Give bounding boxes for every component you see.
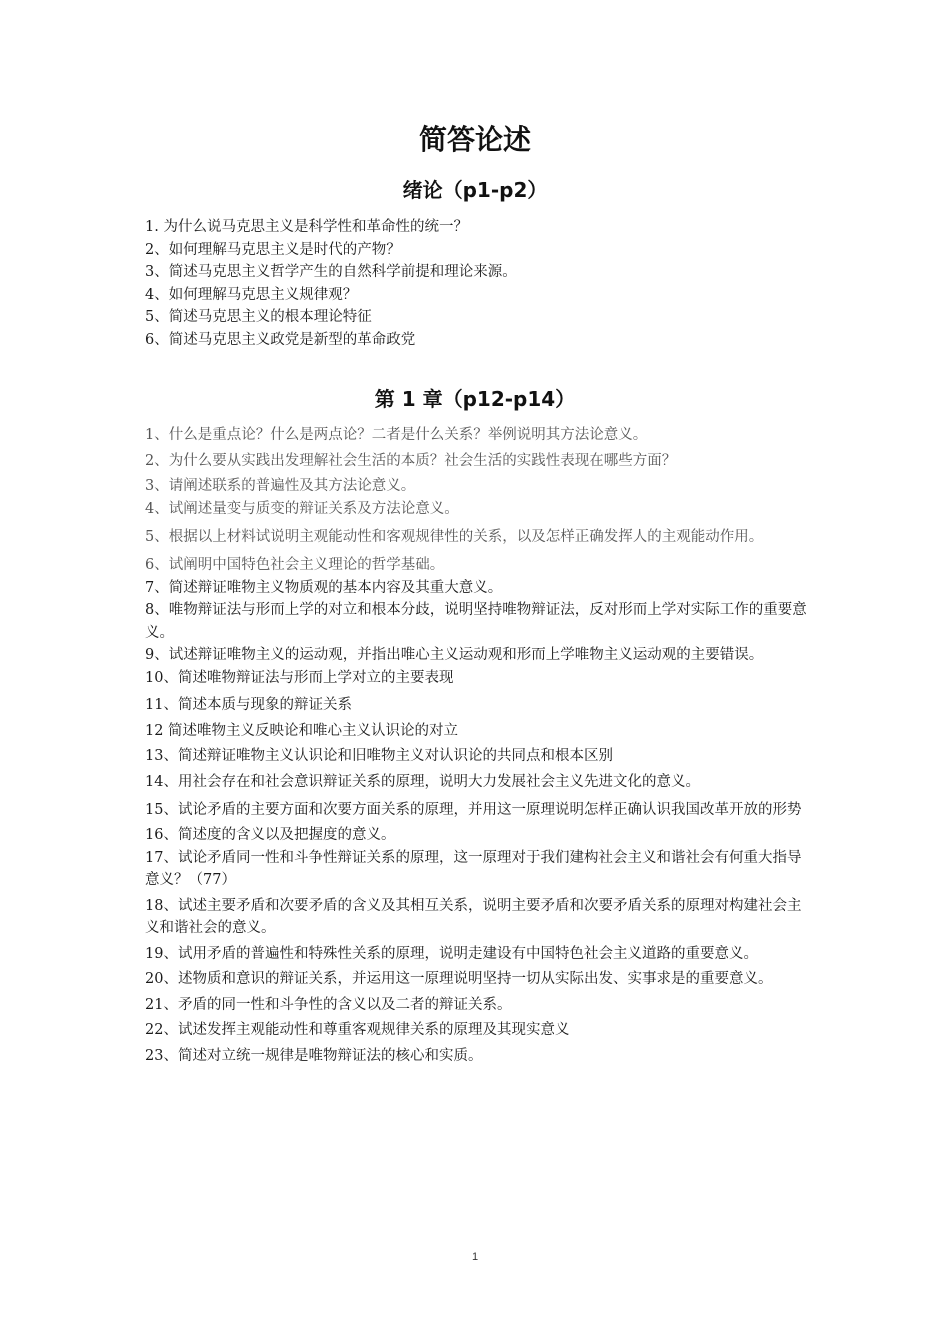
list-item: 13、简述辩证唯物主义认识论和旧唯物主义对认识论的共同点和根本区别: [145, 748, 613, 764]
list-item: 4、试阐述量变与质变的辩证关系及方法论意义。: [145, 500, 459, 517]
list-item: 2、为什么要从实践出发理解社会生活的本质？社会生活的实践性表现在哪些方面？: [145, 452, 677, 469]
list-item: 15、试论矛盾的主要方面和次要方面关系的原理，并用这一原理说明怎样正确认识我国改革开放的形势: [145, 802, 802, 818]
list-item: 4、如何理解马克思主义规律观？: [145, 286, 358, 303]
intro-question-list: [145, 216, 815, 352]
list-item: 5、简述马克思主义的根本理论特征: [145, 309, 372, 326]
list-item: 2、如何理解马克思主义是时代的产物？: [145, 241, 401, 258]
page-number: 1: [471, 1251, 479, 1263]
section-heading-intro: 绪论（p1-p2）: [402, 178, 548, 202]
list-item: 6、简述马克思主义政党是新型的革命政党: [145, 331, 416, 348]
list-item: 17、试论矛盾同一性和斗争性辩证关系的原理，这一原理对于我们建构社会主义和谐社会有何重大指导意义？（77）: [145, 849, 802, 888]
list-item: 22、试述发挥主观能动性和尊重客观规律关系的原理及其现实意义: [145, 1022, 570, 1038]
list-item: 18、试述主要矛盾和次要矛盾的含义及其相互关系，说明主要矛盾和次要矛盾关系的原理对构建社会主义和谐社会的意义。: [145, 897, 802, 936]
list-item: 11、简述本质与现象的辩证关系: [145, 697, 352, 713]
list-item: 3、请阐述联系的普遍性及其方法论意义。: [145, 478, 416, 494]
list-item: 19、试用矛盾的普遍性和特殊性关系的原理，说明走建设有中国特色社会主义道路的重要意义。: [145, 945, 758, 962]
list-item: 16、简述度的含义以及把握度的意义。: [145, 827, 396, 843]
list-item: 5、根据以上材料试说明主观能动性和客观规律性的关系，以及怎样正确发挥人的主观能动作用。: [145, 529, 764, 545]
list-item: 21、矛盾的同一性和斗争性的含义以及二者的辩证关系。: [145, 996, 512, 1013]
list-item: 1、什么是重点论？什么是两点论？二者是什么关系？举例说明其方法论意义。: [145, 427, 648, 443]
list-item: 10、简述唯物辩证法与形而上学对立的主要表现: [145, 669, 454, 686]
list-item: 20、述物质和意识的辩证关系，并运用这一原理说明坚持一切从实际出发、实事求是的重要意义。: [145, 971, 773, 987]
list-item: 6、试阐明中国特色社会主义理论的哲学基础。: [145, 557, 445, 573]
list-item: 8、唯物辩证法与形而上学的对立和根本分歧，说明坚持唯物辩证法，反对形而上学对实际工作的重要意义。: [145, 602, 807, 641]
document-title: 简答论述: [418, 123, 531, 156]
list-item: 1. 为什么说马克思主义是科学性和革命性的统一？: [145, 219, 468, 235]
chapter1-question-list: [145, 424, 815, 1067]
list-item: 14、用社会存在和社会意识辩证关系的原理，说明大力发展社会主义先进文化的意义。: [145, 773, 700, 790]
list-item: 9、试述辩证唯物主义的运动观，并指出唯心主义运动观和形而上学唯物主义运动观的主要错误。: [145, 647, 764, 663]
list-item: 12 简述唯物主义反映论和唯心主义认识论的对立: [145, 722, 459, 739]
list-item: 23、简述对立统一规律是唯物辩证法的核心和实质。: [145, 1047, 483, 1064]
list-item: 3、简述马克思主义哲学产生的自然科学前提和理论来源。: [145, 264, 517, 281]
list-item: 7、简述辩证唯物主义物质观的基本内容及其重大意义。: [145, 579, 503, 596]
section-heading-chapter1: 第 1 章（p12-p14）: [374, 387, 576, 411]
